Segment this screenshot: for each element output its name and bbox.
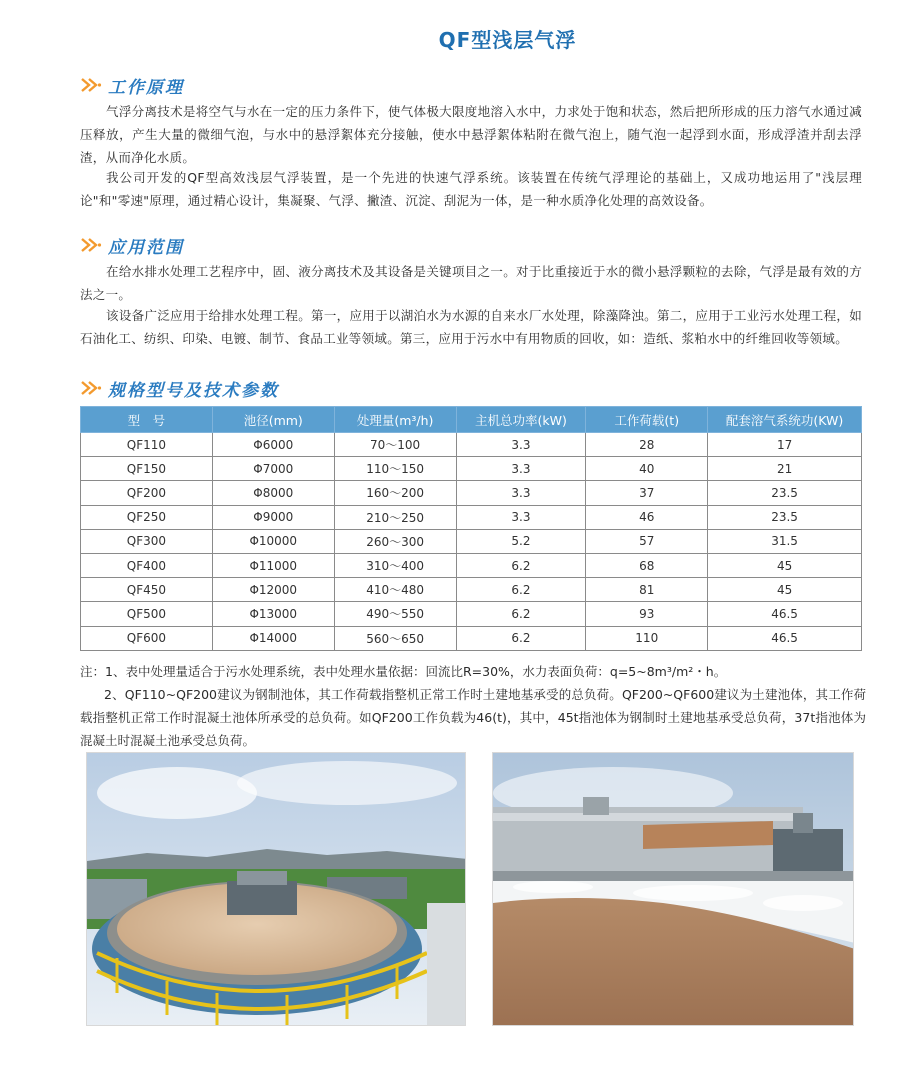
section-heading-text: 工作原理 [108, 77, 184, 98]
cell-capacity: 110～150 [334, 457, 456, 481]
application-paragraph-1: 在给水排水处理工艺程序中，固、液分离技术及其设备是关键项目之一。对于比重接近于水的微小悬浮颗粒的去除，气浮是最有效的方法之一。 [80, 264, 862, 302]
photo-circular-flotation-tank [86, 752, 466, 1026]
spec-table [80, 406, 862, 651]
cell-load: 28 [586, 433, 708, 457]
spec-table-body [81, 433, 862, 651]
column-header-capacity: 处理量(m³/h) [334, 407, 456, 433]
cell-model: QF500 [81, 602, 213, 626]
page-title: QF型浅层气浮 [438, 28, 577, 52]
cell-power: 3.3 [456, 481, 586, 505]
cell-dissolved-air-power: 45 [708, 553, 862, 577]
cell-model: QF450 [81, 578, 213, 602]
cell-power: 3.3 [456, 457, 586, 481]
cell-capacity: 490～550 [334, 602, 456, 626]
cell-diameter: Φ14000 [212, 626, 334, 650]
cell-dissolved-air-power: 23.5 [708, 481, 862, 505]
cell-diameter: Φ13000 [212, 602, 334, 626]
cell-capacity: 310～400 [334, 553, 456, 577]
cell-load: 81 [586, 578, 708, 602]
cell-dissolved-air-power: 23.5 [708, 505, 862, 529]
section-heading-text: 应用范围 [108, 237, 184, 258]
principle-paragraph-1: 气浮分离技术是将空气与水在一定的压力条件下，使气体极大限度地溶入水中，力求处于饱和状态，然后把所形成的压力溶气水通过减压释放，产生大量的微细气泡，与水中的悬浮絮体充分接触，使水中悬浮絮体粘附在微气泡上，随气泡一起浮到水面，形成浮渣并刮去浮渣，从而净化水质。 [80, 104, 862, 165]
cell-dissolved-air-power: 45 [708, 578, 862, 602]
section-heading-principle [80, 72, 184, 98]
cell-power: 3.3 [456, 433, 586, 457]
table-row [81, 433, 862, 457]
note-2: 2、QF110~QF200建议为钢制池体，其工作荷载指整机正常工作时土建地基承受的总负荷。QF200~QF600建议为土建池体，其工作荷载指整机正常工作时混凝土池体所承受的总负荷。如QF200工作负载为46(t)，其中，45t指池体为钢制时土建地基承受总负荷，37t指池体为混凝土时混凝土池承受总负荷。 [80, 687, 866, 748]
section-heading-specs [80, 375, 279, 401]
cell-diameter: Φ8000 [212, 481, 334, 505]
section-heading-text: 规格型号及技术参数 [108, 380, 279, 401]
cell-capacity: 260～300 [334, 529, 456, 553]
cell-dissolved-air-power: 46.5 [708, 626, 862, 650]
column-header-load: 工作荷载(t) [586, 407, 708, 433]
table-row [81, 602, 862, 626]
cell-diameter: Φ7000 [212, 457, 334, 481]
cell-capacity: 210～250 [334, 505, 456, 529]
cell-dissolved-air-power: 46.5 [708, 602, 862, 626]
table-row [81, 457, 862, 481]
cell-model: QF250 [81, 505, 213, 529]
application-paragraph-2: 该设备广泛应用于给排水处理工程。第一，应用于以湖泊水为水源的自来水厂水处理，除藻降浊。第二，应用于工业污水处理工程，如石油化工、纺织、印染、电镀、制节、食品工业等领域。第三，应用于污水中有用物质的回收，如：造纸、浆粕水中的纤维回收等领域。 [80, 308, 862, 346]
cell-load: 37 [586, 481, 708, 505]
double-chevron-icon [80, 75, 102, 95]
cell-model: QF600 [81, 626, 213, 650]
cell-power: 3.3 [456, 505, 586, 529]
cell-diameter: Φ12000 [212, 578, 334, 602]
cell-model: QF110 [81, 433, 213, 457]
cell-power: 6.2 [456, 626, 586, 650]
cell-model: QF300 [81, 529, 213, 553]
cell-power: 6.2 [456, 578, 586, 602]
table-row [81, 553, 862, 577]
cell-load: 68 [586, 553, 708, 577]
cell-diameter: Φ10000 [212, 529, 334, 553]
cell-capacity: 560～650 [334, 626, 456, 650]
double-chevron-icon [80, 235, 102, 255]
cell-diameter: Φ9000 [212, 505, 334, 529]
cell-dissolved-air-power: 17 [708, 433, 862, 457]
section-heading-application [80, 232, 184, 258]
cell-dissolved-air-power: 21 [708, 457, 862, 481]
double-chevron-icon [80, 378, 102, 398]
note-1: 注：1、表中处理量适合于污水处理系统，表中处理水量依据：回流比R=30%，水力表面负荷：q=5~8m³/m²・h。 [80, 664, 727, 679]
column-header-power: 主机总功率(kW) [456, 407, 586, 433]
cell-capacity: 410～480 [334, 578, 456, 602]
cell-load: 57 [586, 529, 708, 553]
photo-shallow-flotation-unit [492, 752, 854, 1026]
cell-capacity: 70～100 [334, 433, 456, 457]
cell-power: 6.2 [456, 553, 586, 577]
table-row [81, 505, 862, 529]
table-row [81, 578, 862, 602]
column-header-diameter: 池径(mm) [212, 407, 334, 433]
cell-power: 6.2 [456, 602, 586, 626]
table-row [81, 626, 862, 650]
cell-load: 110 [586, 626, 708, 650]
principle-paragraph-2: 我公司开发的QF型高效浅层气浮装置，是一个先进的快速气浮系统。该装置在传统气浮理论的基础上，又成功地运用了"浅层理论"和"零速"原理，通过精心设计，集凝聚、气浮、撇渣、沉淀、刮泥为一体，是一种水质净化处理的高效设备。 [80, 170, 862, 208]
table-row [81, 529, 862, 553]
column-header-dissolved-air-power: 配套溶气系统功(KW) [708, 407, 862, 433]
column-header-model: 型 号 [81, 407, 213, 433]
cell-load: 46 [586, 505, 708, 529]
cell-model: QF400 [81, 553, 213, 577]
cell-dissolved-air-power: 31.5 [708, 529, 862, 553]
cell-diameter: Φ11000 [212, 553, 334, 577]
cell-load: 93 [586, 602, 708, 626]
spec-table-header-row [81, 407, 862, 433]
cell-capacity: 160～200 [334, 481, 456, 505]
table-row [81, 481, 862, 505]
cell-model: QF150 [81, 457, 213, 481]
cell-load: 40 [586, 457, 708, 481]
notes [80, 660, 866, 752]
cell-power: 5.2 [456, 529, 586, 553]
cell-diameter: Φ6000 [212, 433, 334, 457]
cell-model: QF200 [81, 481, 213, 505]
